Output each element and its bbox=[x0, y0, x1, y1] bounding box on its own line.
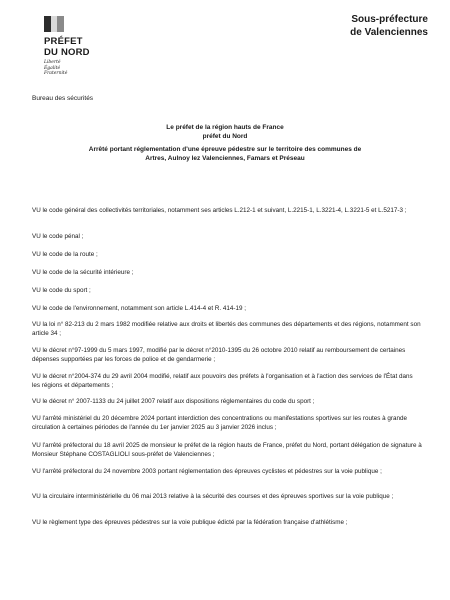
arrete-title: Arrêté portant réglementation d'une épreuve pédestre sur le territoire des communes de Artres, Aulnoy lez Valenciennes, Famars et Préseau bbox=[88, 146, 362, 162]
visa-item: VU l'arrêté préfectoral du 18 avril 2025 de monsieur le préfet de la région hauts de France, préfet du Nord, portant délégation de signature à Monsieur Stéphane COSTAGLIOLI sous-préfet de Valenciennes ; bbox=[32, 442, 422, 458]
visa-item: VU l'arrêté ministériel du 20 décembre 2024 portant interdiction des concentrations ou manifestations sportives sur les routes à grande circulation à certaines périodes de l'année du 1er janvier 2025 au 3 janvier 2026 inclus ; bbox=[32, 415, 408, 431]
visa-item: VU le décret n°2004-374 du 29 avril 2004 modifié, relatif aux pouvoirs des préfets à l'organisation et à l'action des services de l'État dans les régions et départements ; bbox=[32, 373, 413, 389]
visa-item: VU le code général des collectivités territoriales, notamment ses articles L.212-1 et suivant, L.2215-1, L.3221-4, L.3221-5 et L.5217-3 ; bbox=[32, 207, 407, 214]
title-line-1: Le préfet de la région hauts de France bbox=[166, 124, 284, 131]
sous-prefecture-city: de Valenciennes bbox=[350, 27, 428, 38]
visa-item: VU le règlement type des épreuves pédestres sur la voie publique édicté par la fédération française d'athlétisme ; bbox=[32, 519, 348, 526]
visa-item: VU le décret n°97-1999 du 5 mars 1997, modifié par le décret n°2010-1395 du 26 octobre 2010 relatif au remboursement de certaines dépenses supportées par les forces de police et de gendarmerie ; bbox=[32, 347, 406, 363]
visa-item: VU l'arrêté préfectoral du 24 novembre 2003 portant réglementation des épreuves cyclistes et pédestres sur la voie publique ; bbox=[32, 468, 382, 475]
logo-line-2: DU NORD bbox=[44, 47, 90, 58]
visa-item: VU le code de l'environnement, notamment son article L.414-4 et R. 414-19 ; bbox=[32, 305, 247, 312]
visa-item: VU le décret n° 2007-1133 du 24 juillet 2007 relatif aux dispositions réglementaires du code du sport ; bbox=[32, 398, 315, 405]
bureau-label: Bureau des sécurités bbox=[32, 95, 94, 102]
marianne-flag-icon bbox=[44, 16, 64, 32]
title-line-2: préfet du Nord bbox=[202, 133, 248, 140]
logo-line-1: PRÉFET bbox=[44, 36, 83, 47]
visa-item: VU le code de la route ; bbox=[32, 251, 98, 258]
devise-liberte: Liberté bbox=[44, 60, 61, 65]
visa-item: VU la circulaire interministérielle du 06 mai 2013 relative à la sécurité des courses et des épreuves sportives sur la voie publique ; bbox=[32, 493, 394, 500]
logo-devise bbox=[44, 60, 67, 77]
visa-item: VU le code pénal ; bbox=[32, 233, 84, 240]
sous-prefecture-label: Sous-préfecture bbox=[351, 14, 428, 25]
visa-item: VU le code de la sécurité intérieure ; bbox=[32, 269, 134, 276]
devise-fraternite: Fraternité bbox=[44, 71, 68, 76]
visa-item: VU la loi n° 82-213 du 2 mars 1982 modifiée relative aux droits et libertés des communes des départements et des régions, notamment son article 34 ; bbox=[32, 321, 421, 337]
devise-egalite: Égalité bbox=[44, 65, 61, 71]
visa-item: VU le code du sport ; bbox=[32, 287, 91, 294]
